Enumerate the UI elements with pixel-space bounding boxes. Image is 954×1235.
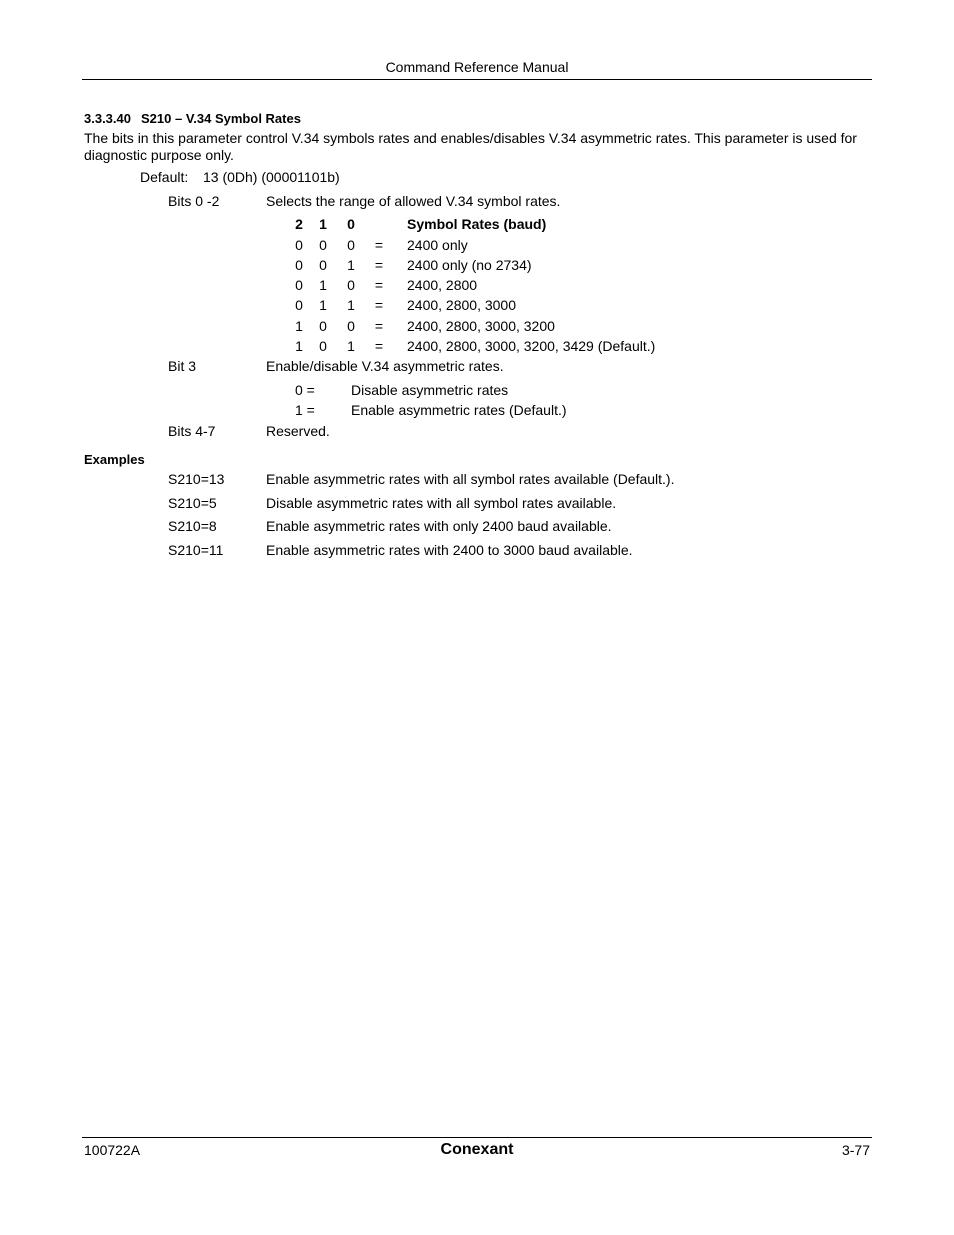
cell-equals: = bbox=[374, 318, 384, 334]
footer-company: Conexant bbox=[440, 1141, 514, 1158]
bit-3-label: Bit 3 bbox=[168, 358, 197, 374]
example-description: Enable asymmetric rates with only 2400 baud available. bbox=[266, 518, 612, 534]
cell-bit1: 0 bbox=[319, 237, 327, 253]
bit-3-description: Enable/disable V.34 asymmetric rates. bbox=[266, 358, 504, 374]
example-command: S210=8 bbox=[168, 518, 217, 534]
example-command: S210=13 bbox=[168, 471, 225, 487]
cell-bit0: 1 bbox=[347, 257, 355, 273]
table-header-bit1: 1 bbox=[319, 216, 327, 232]
cell-bit2: 0 bbox=[295, 237, 303, 253]
cell-equals: = bbox=[374, 237, 384, 253]
table-header-rates: Symbol Rates (baud) bbox=[407, 216, 547, 232]
section-title: S210 – V.34 Symbol Rates bbox=[141, 111, 301, 126]
cell-rate: 2400, 2800, 3000 bbox=[407, 297, 516, 313]
header-title: Command Reference Manual bbox=[385, 59, 569, 75]
cell-rate: 2400, 2800, 3000, 3200 bbox=[407, 318, 555, 334]
bits-0-2-label: Bits 0 -2 bbox=[168, 193, 220, 209]
table-header-bit0: 0 bbox=[347, 216, 355, 232]
cell-equals: = bbox=[374, 297, 384, 313]
examples-heading: Examples bbox=[84, 452, 145, 467]
cell-rate: 2400, 2800, 3000, 3200, 3429 (Default.) bbox=[407, 338, 656, 354]
cell-bit1: 0 bbox=[319, 257, 327, 273]
cell-bit1: 1 bbox=[319, 297, 327, 313]
cell-bit1: 1 bbox=[319, 277, 327, 293]
cell-bit0: 0 bbox=[347, 277, 355, 293]
header-rule bbox=[82, 79, 872, 80]
cell-rate: 2400 only (no 2734) bbox=[407, 257, 532, 273]
asym-option-key: 1 = bbox=[295, 402, 315, 418]
asym-option-key: 0 = bbox=[295, 382, 315, 398]
cell-bit0: 1 bbox=[347, 297, 355, 313]
asym-option-text: Disable asymmetric rates bbox=[351, 382, 509, 398]
footer-doc-number: 100722A bbox=[84, 1142, 141, 1158]
asym-option-text: Enable asymmetric rates (Default.) bbox=[351, 402, 567, 418]
footer-page-number: 3-77 bbox=[841, 1142, 870, 1158]
cell-equals: = bbox=[374, 257, 384, 273]
example-command: S210=5 bbox=[168, 495, 217, 511]
cell-bit0: 1 bbox=[347, 338, 355, 354]
default-value: 13 (0Dh) (00001101b) bbox=[203, 169, 340, 185]
cell-bit1: 0 bbox=[319, 318, 327, 334]
bits-4-7-description: Reserved. bbox=[266, 423, 330, 439]
cell-bit2: 0 bbox=[295, 257, 303, 273]
cell-bit2: 0 bbox=[295, 297, 303, 313]
cell-rate: 2400 only bbox=[407, 237, 468, 253]
cell-bit0: 0 bbox=[347, 237, 355, 253]
table-header-bit2: 2 bbox=[295, 216, 303, 232]
example-description: Disable asymmetric rates with all symbol rates available. bbox=[266, 495, 617, 511]
example-description: Enable asymmetric rates with 2400 to 3000 baud available. bbox=[266, 542, 633, 558]
bits-4-7-label: Bits 4-7 bbox=[168, 423, 216, 439]
example-command: S210=11 bbox=[168, 542, 224, 558]
cell-bit1: 0 bbox=[319, 338, 327, 354]
cell-equals: = bbox=[374, 338, 384, 354]
default-label: Default: bbox=[140, 169, 189, 185]
cell-bit2: 0 bbox=[295, 277, 303, 293]
cell-bit2: 1 bbox=[295, 318, 303, 334]
section-number: 3.3.3.40 bbox=[84, 111, 131, 126]
example-description: Enable asymmetric rates with all symbol rates available (Default.). bbox=[266, 471, 675, 487]
cell-rate: 2400, 2800 bbox=[407, 277, 478, 293]
cell-equals: = bbox=[374, 277, 384, 293]
bits-0-2-description: Selects the range of allowed V.34 symbol rates. bbox=[266, 193, 561, 209]
footer-rule bbox=[82, 1137, 872, 1138]
cell-bit2: 1 bbox=[295, 338, 303, 354]
section-description: The bits in this parameter control V.34 symbols rates and enables/disables V.34 asymmetric rates. This parameter is used for diagnostic purpose only. bbox=[84, 130, 857, 163]
cell-bit0: 0 bbox=[347, 318, 355, 334]
